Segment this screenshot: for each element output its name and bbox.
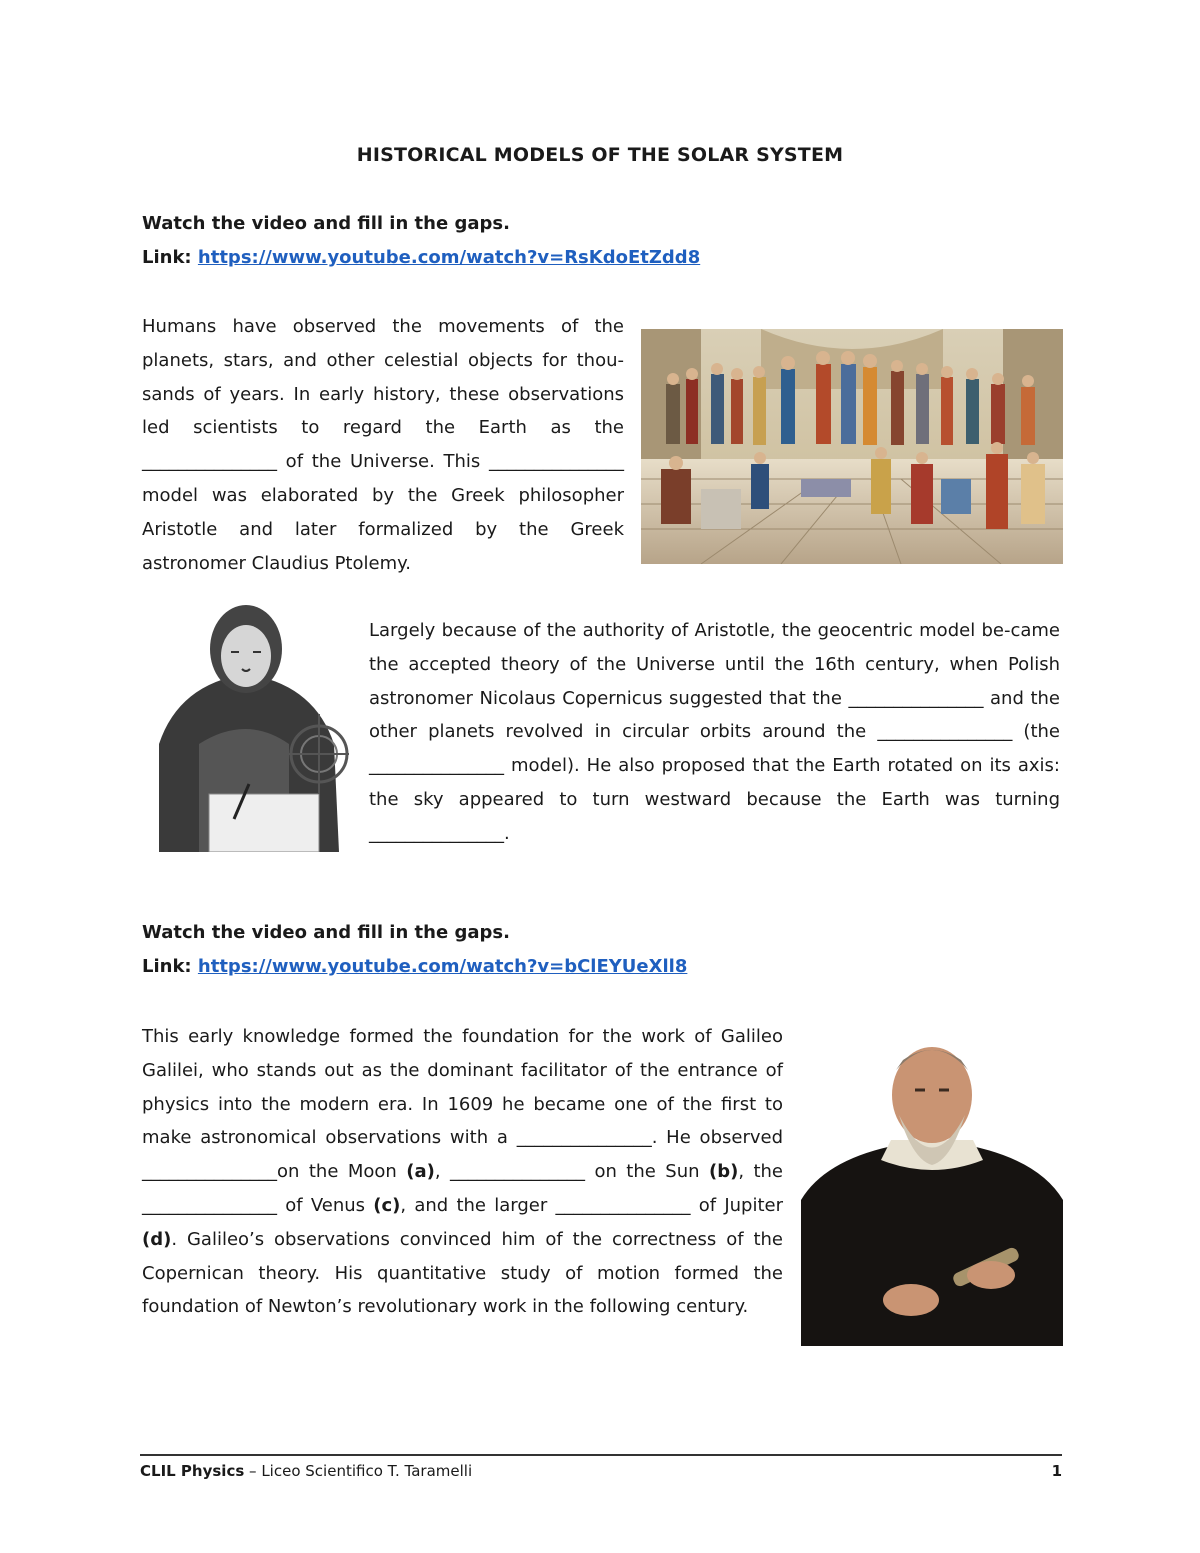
fill-gap-10[interactable]: _______________ bbox=[142, 1194, 277, 1216]
text-run: of the Universe. This bbox=[277, 451, 489, 473]
fill-gap-8[interactable]: _______________ bbox=[142, 1161, 277, 1183]
fill-gap-2[interactable]: _______________ bbox=[489, 451, 624, 473]
galileo-illustration bbox=[801, 1030, 1063, 1346]
copernicus-illustration bbox=[139, 594, 353, 852]
page-title: HISTORICAL MODELS OF THE SOLAR SYSTEM bbox=[356, 144, 844, 166]
text-run: Humans have observed the movements of the planets, stars, and other celestial objects for thou-sands of years. In early history, these observations led scientists to regard the Earth as the bbox=[142, 316, 624, 439]
fill-gap-3[interactable]: _______________ bbox=[848, 687, 984, 709]
section2-instruction: Watch the video and fill in the gaps. bbox=[142, 922, 510, 943]
text-run: on the Sun bbox=[585, 1161, 709, 1183]
footer-dash: – bbox=[244, 1462, 262, 1480]
fill-gap-6[interactable]: _______________ bbox=[369, 822, 504, 844]
section2-link-line bbox=[142, 956, 687, 977]
section1-link-label: Link: bbox=[142, 247, 192, 268]
label-c: (c) bbox=[373, 1194, 401, 1216]
text-run: Largely because of the authority of Aristotle, the geocentric model be-came the accepted theory of the Universe until the 16th century, when Polish astronomer Nicolaus Copernicus suggested that the bbox=[369, 620, 1060, 709]
page-number: 1 bbox=[1051, 1462, 1062, 1480]
section1-paragraph1 bbox=[142, 310, 624, 580]
text-run: of Venus bbox=[277, 1194, 374, 1216]
fill-gap-4[interactable]: _______________ bbox=[877, 721, 1013, 743]
fresco-illustration bbox=[641, 329, 1063, 564]
label-d: (d) bbox=[142, 1228, 172, 1250]
section1-link-line bbox=[142, 247, 700, 268]
label-a: (a) bbox=[406, 1161, 435, 1183]
text-run: model was elaborated by the Greek philosopher Aristotle and later formalized by the Greek astronomer Claudius Ptolemy. bbox=[142, 484, 624, 574]
text-run: model). He also proposed that the Earth rotated on its axis: the sky appeared to turn westward because the Earth was turning bbox=[369, 755, 1060, 810]
section1-paragraph2 bbox=[369, 614, 1060, 851]
fill-gap-9[interactable]: _______________ bbox=[450, 1161, 586, 1183]
label-b: (b) bbox=[708, 1161, 739, 1183]
fill-gap-5[interactable]: _______________ bbox=[369, 755, 504, 777]
text-run: on the Moon bbox=[277, 1161, 407, 1183]
footer-text bbox=[140, 1462, 472, 1480]
copernicus-image bbox=[139, 594, 353, 852]
text-run: , and the larger bbox=[400, 1194, 556, 1216]
fill-gap-1[interactable]: _______________ bbox=[142, 451, 277, 473]
footer-course: CLIL Physics bbox=[140, 1462, 245, 1480]
section2-link-label: Link: bbox=[142, 956, 192, 977]
section1-video-link[interactable]: https://www.youtube.com/watch?v=RsKdoEtZdd8 bbox=[197, 247, 701, 268]
text-run: . bbox=[504, 822, 510, 844]
text-run: . Galileo’s observations convinced him of the correctness of the Copernican theory. His quantitative study of motion formed the foundation of Newton’s revolutionary work in the following century. bbox=[142, 1228, 783, 1318]
section1-instruction: Watch the video and fill in the gaps. bbox=[142, 213, 510, 234]
text-run: (the bbox=[1012, 721, 1060, 743]
text-run: of Jupiter bbox=[690, 1194, 784, 1216]
footer-divider bbox=[140, 1454, 1062, 1456]
page-footer bbox=[140, 1462, 1062, 1480]
text-run: . He observed bbox=[651, 1127, 783, 1149]
footer-school: Liceo Scientifico T. Taramelli bbox=[261, 1462, 473, 1480]
school-of-athens-image bbox=[641, 329, 1063, 564]
text-run: , the bbox=[738, 1161, 784, 1183]
text-run: This early knowledge formed the foundation for the work of Galileo Galilei, who stands out as the dominant facilitator of the entrance of physics into the modern era. In 1609 he became one of the first to make astronomical observations with a bbox=[142, 1026, 783, 1149]
section2-paragraph bbox=[142, 1020, 783, 1324]
text-run: and the other planets revolved in circular orbits around the bbox=[369, 687, 1060, 743]
fill-gap-7[interactable]: _______________ bbox=[516, 1127, 652, 1149]
fill-gap-11[interactable]: _______________ bbox=[555, 1194, 691, 1216]
section2-video-link[interactable]: https://www.youtube.com/watch?v=bClEYUeXll8 bbox=[197, 956, 688, 977]
text-run: , bbox=[434, 1161, 451, 1183]
galileo-image bbox=[801, 1030, 1063, 1346]
